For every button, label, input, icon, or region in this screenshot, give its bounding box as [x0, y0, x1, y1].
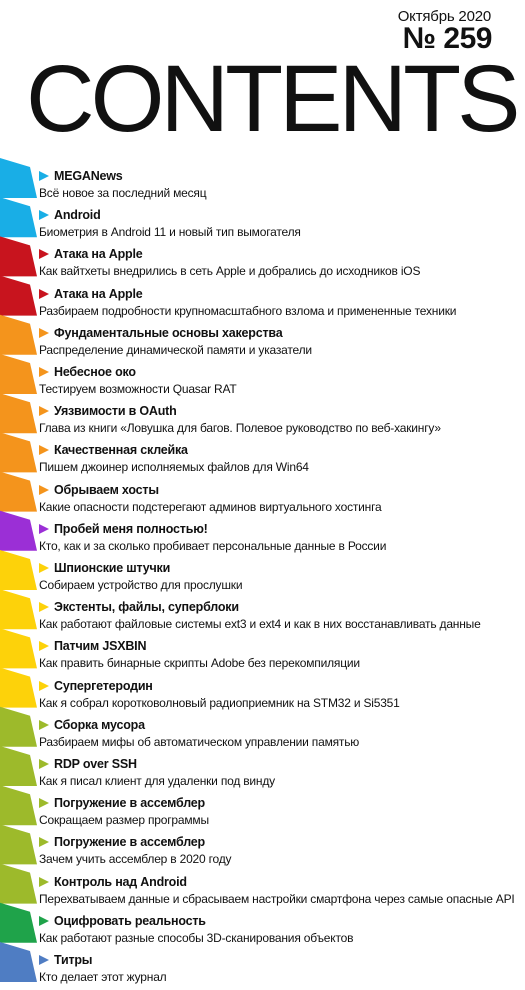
toc-entry-title[interactable]: [39, 208, 101, 222]
toc-entry[interactable]: [0, 480, 525, 519]
toc-entry-description: Сокращаем размер программы: [39, 813, 209, 828]
toc-entry-title-text: Супергетеродин: [54, 678, 153, 693]
toc-entry-title[interactable]: [39, 483, 159, 497]
toc-entry-description: Как работают файловые системы ext3 и ext4 и как в них восстанавливать данные: [39, 617, 481, 632]
toc-entry-description: Кто делает этот журнал: [39, 970, 167, 984]
play-arrow-icon: [39, 563, 49, 573]
toc-entry-description: Какие опасности подстерегают админов виртуального хостинга: [39, 499, 382, 514]
toc-entry-title-text: Погружение в ассемблер: [54, 835, 205, 850]
toc-entry-description: Как править бинарные скрипты Adobe без перекомпиляции: [39, 656, 360, 671]
toc-entry-description: Как вайтхеты внедрились в сеть Apple и добрались до исходников iOS: [39, 264, 421, 279]
toc-entry-title[interactable]: [39, 757, 137, 771]
toc-entry-title-text: Уязвимости в OAuth: [54, 404, 177, 419]
toc-entry-title-text: Небесное око: [54, 365, 136, 379]
toc-entry[interactable]: [0, 558, 525, 597]
play-arrow-icon: [39, 759, 49, 769]
toc-entry-title-text: Фундаментальные основы хакерства: [54, 325, 283, 340]
issue-number: № 259: [402, 22, 492, 55]
toc-entry[interactable]: [0, 205, 525, 244]
toc-entry[interactable]: [0, 323, 525, 362]
toc-entry[interactable]: [0, 362, 525, 401]
toc-entry-title[interactable]: [39, 796, 205, 810]
toc-entry-title[interactable]: [39, 326, 283, 340]
toc-entry-title[interactable]: [39, 522, 208, 536]
toc-entry-title-text: Погружение в ассемблер: [54, 796, 205, 811]
play-arrow-icon: [39, 249, 49, 259]
toc-entry-title[interactable]: [39, 443, 188, 457]
toc-entry-title[interactable]: [39, 404, 177, 418]
toc-entry[interactable]: [0, 793, 525, 832]
toc-entry-title-text: MEGANews: [54, 169, 123, 183]
toc-entry[interactable]: [0, 284, 525, 323]
toc-entry-description: Пишем джоинер исполняемых файлов для Win64: [39, 460, 309, 475]
play-arrow-icon: [39, 641, 49, 651]
contents-title: CONTENTS: [26, 46, 517, 152]
toc-entry-title[interactable]: [39, 914, 206, 928]
toc-entry-title[interactable]: [39, 718, 145, 732]
toc-entry-description: Распределение динамической памяти и указатели: [39, 342, 312, 357]
toc-entry-title-text: Шпионские штучки: [54, 561, 171, 575]
toc-entry-title[interactable]: [39, 679, 153, 693]
toc-entry-title-text: Атака на Apple: [54, 286, 143, 301]
toc-entry-title-text: Атака на Apple: [54, 247, 143, 262]
toc-entry-description: Кто, как и за сколько пробивает персональные данные в России: [39, 538, 387, 553]
play-arrow-icon: [39, 367, 49, 377]
toc-entry[interactable]: [0, 597, 525, 636]
play-arrow-icon: [39, 171, 49, 181]
toc-entry-title-text: Оцифровать реальность: [54, 913, 206, 928]
play-arrow-icon: [39, 289, 49, 299]
toc-entry-title[interactable]: [39, 639, 146, 653]
toc-entry-title[interactable]: [39, 600, 239, 614]
play-arrow-icon: [39, 955, 49, 965]
toc-entry-title-text: Качественная склейка: [54, 443, 188, 458]
toc-entry-description: Зачем учить ассемблер в 2020 году: [39, 852, 232, 867]
toc-entry[interactable]: [0, 715, 525, 754]
play-arrow-icon: [39, 445, 49, 455]
toc-entry[interactable]: [0, 754, 525, 793]
toc-entry[interactable]: [0, 832, 525, 871]
toc-entry-title-text: Патчим JSXBIN: [54, 639, 147, 654]
play-arrow-icon: [39, 524, 49, 534]
toc-entry-description: Тестируем возможности Quasar RAT: [39, 382, 237, 396]
toc-entry[interactable]: [0, 872, 525, 911]
toc-entry-description: Биометрия в Android 11 и новый тип вымогателя: [39, 225, 301, 240]
play-arrow-icon: [39, 798, 49, 808]
toc-entry[interactable]: [0, 440, 525, 479]
toc-entry-title[interactable]: [39, 287, 143, 301]
toc-entry-title[interactable]: [39, 365, 136, 379]
toc-entry-description: Как я писал клиент для удаленки под винду: [39, 774, 275, 788]
toc-entry-description: Как работают разные способы 3D-сканирования объектов: [39, 930, 354, 945]
toc-entry[interactable]: [0, 676, 525, 715]
toc-entry-description: Всё новое за последний месяц: [39, 186, 207, 200]
play-arrow-icon: [39, 681, 49, 691]
toc-entry-title[interactable]: [39, 561, 170, 575]
play-arrow-icon: [39, 720, 49, 730]
play-arrow-icon: [39, 210, 49, 220]
toc-entry-title-text: Контроль над Android: [54, 874, 187, 889]
play-arrow-icon: [39, 837, 49, 847]
toc-entry-title[interactable]: [39, 169, 123, 183]
play-arrow-icon: [39, 328, 49, 338]
play-arrow-icon: [39, 916, 49, 926]
toc-entry-description: Разбираем подробности крупномасштабного взлома и примененные техники: [39, 303, 457, 318]
toc-entry-title[interactable]: [39, 953, 92, 967]
toc-entry[interactable]: [0, 911, 525, 950]
issue-date: Октябрь 2020: [397, 8, 491, 25]
toc-entry-title-text: Титры: [54, 953, 93, 967]
play-arrow-icon: [39, 485, 49, 495]
toc-entry-description: Глава из книги «Ловушка для багов. Полевое руководство по веб-хакингу»: [39, 421, 441, 436]
play-arrow-icon: [39, 602, 49, 612]
toc-entry-title-text: Пробей меня полностью!: [54, 521, 208, 536]
toc-entry-title-text: Android: [54, 208, 101, 223]
toc-entry[interactable]: [0, 401, 525, 440]
toc-entry[interactable]: [0, 950, 525, 989]
toc-entry[interactable]: [0, 244, 525, 283]
toc-entry-title-text: RDP over SSH: [54, 757, 137, 771]
toc-entry[interactable]: [0, 519, 525, 558]
toc-entry-description: Собираем устройство для прослушки: [39, 578, 243, 592]
toc-entry-title[interactable]: [39, 247, 143, 261]
play-arrow-icon: [39, 877, 49, 887]
toc-entry-title[interactable]: [39, 835, 205, 849]
toc-entry[interactable]: [0, 166, 525, 205]
toc-entry-title-text: Обрываем хосты: [54, 482, 159, 497]
toc-entry-title[interactable]: [39, 875, 187, 889]
toc-entry-description: Перехватываем данные и сбрасываем настройки смартфона через самые опасные API: [39, 891, 515, 906]
toc-entry-title-text: Экстенты, файлы, суперблоки: [54, 600, 239, 615]
toc-entry[interactable]: [0, 636, 525, 675]
toc-entry-description: Как я собрал коротковолновый радиоприемник на STM32 и Si5351: [39, 695, 400, 710]
play-arrow-icon: [39, 406, 49, 416]
toc-entry-description: Разбираем мифы об автоматическом управлении памятью: [39, 734, 360, 749]
toc-entry-title-text: Сборка мусора: [54, 717, 145, 732]
